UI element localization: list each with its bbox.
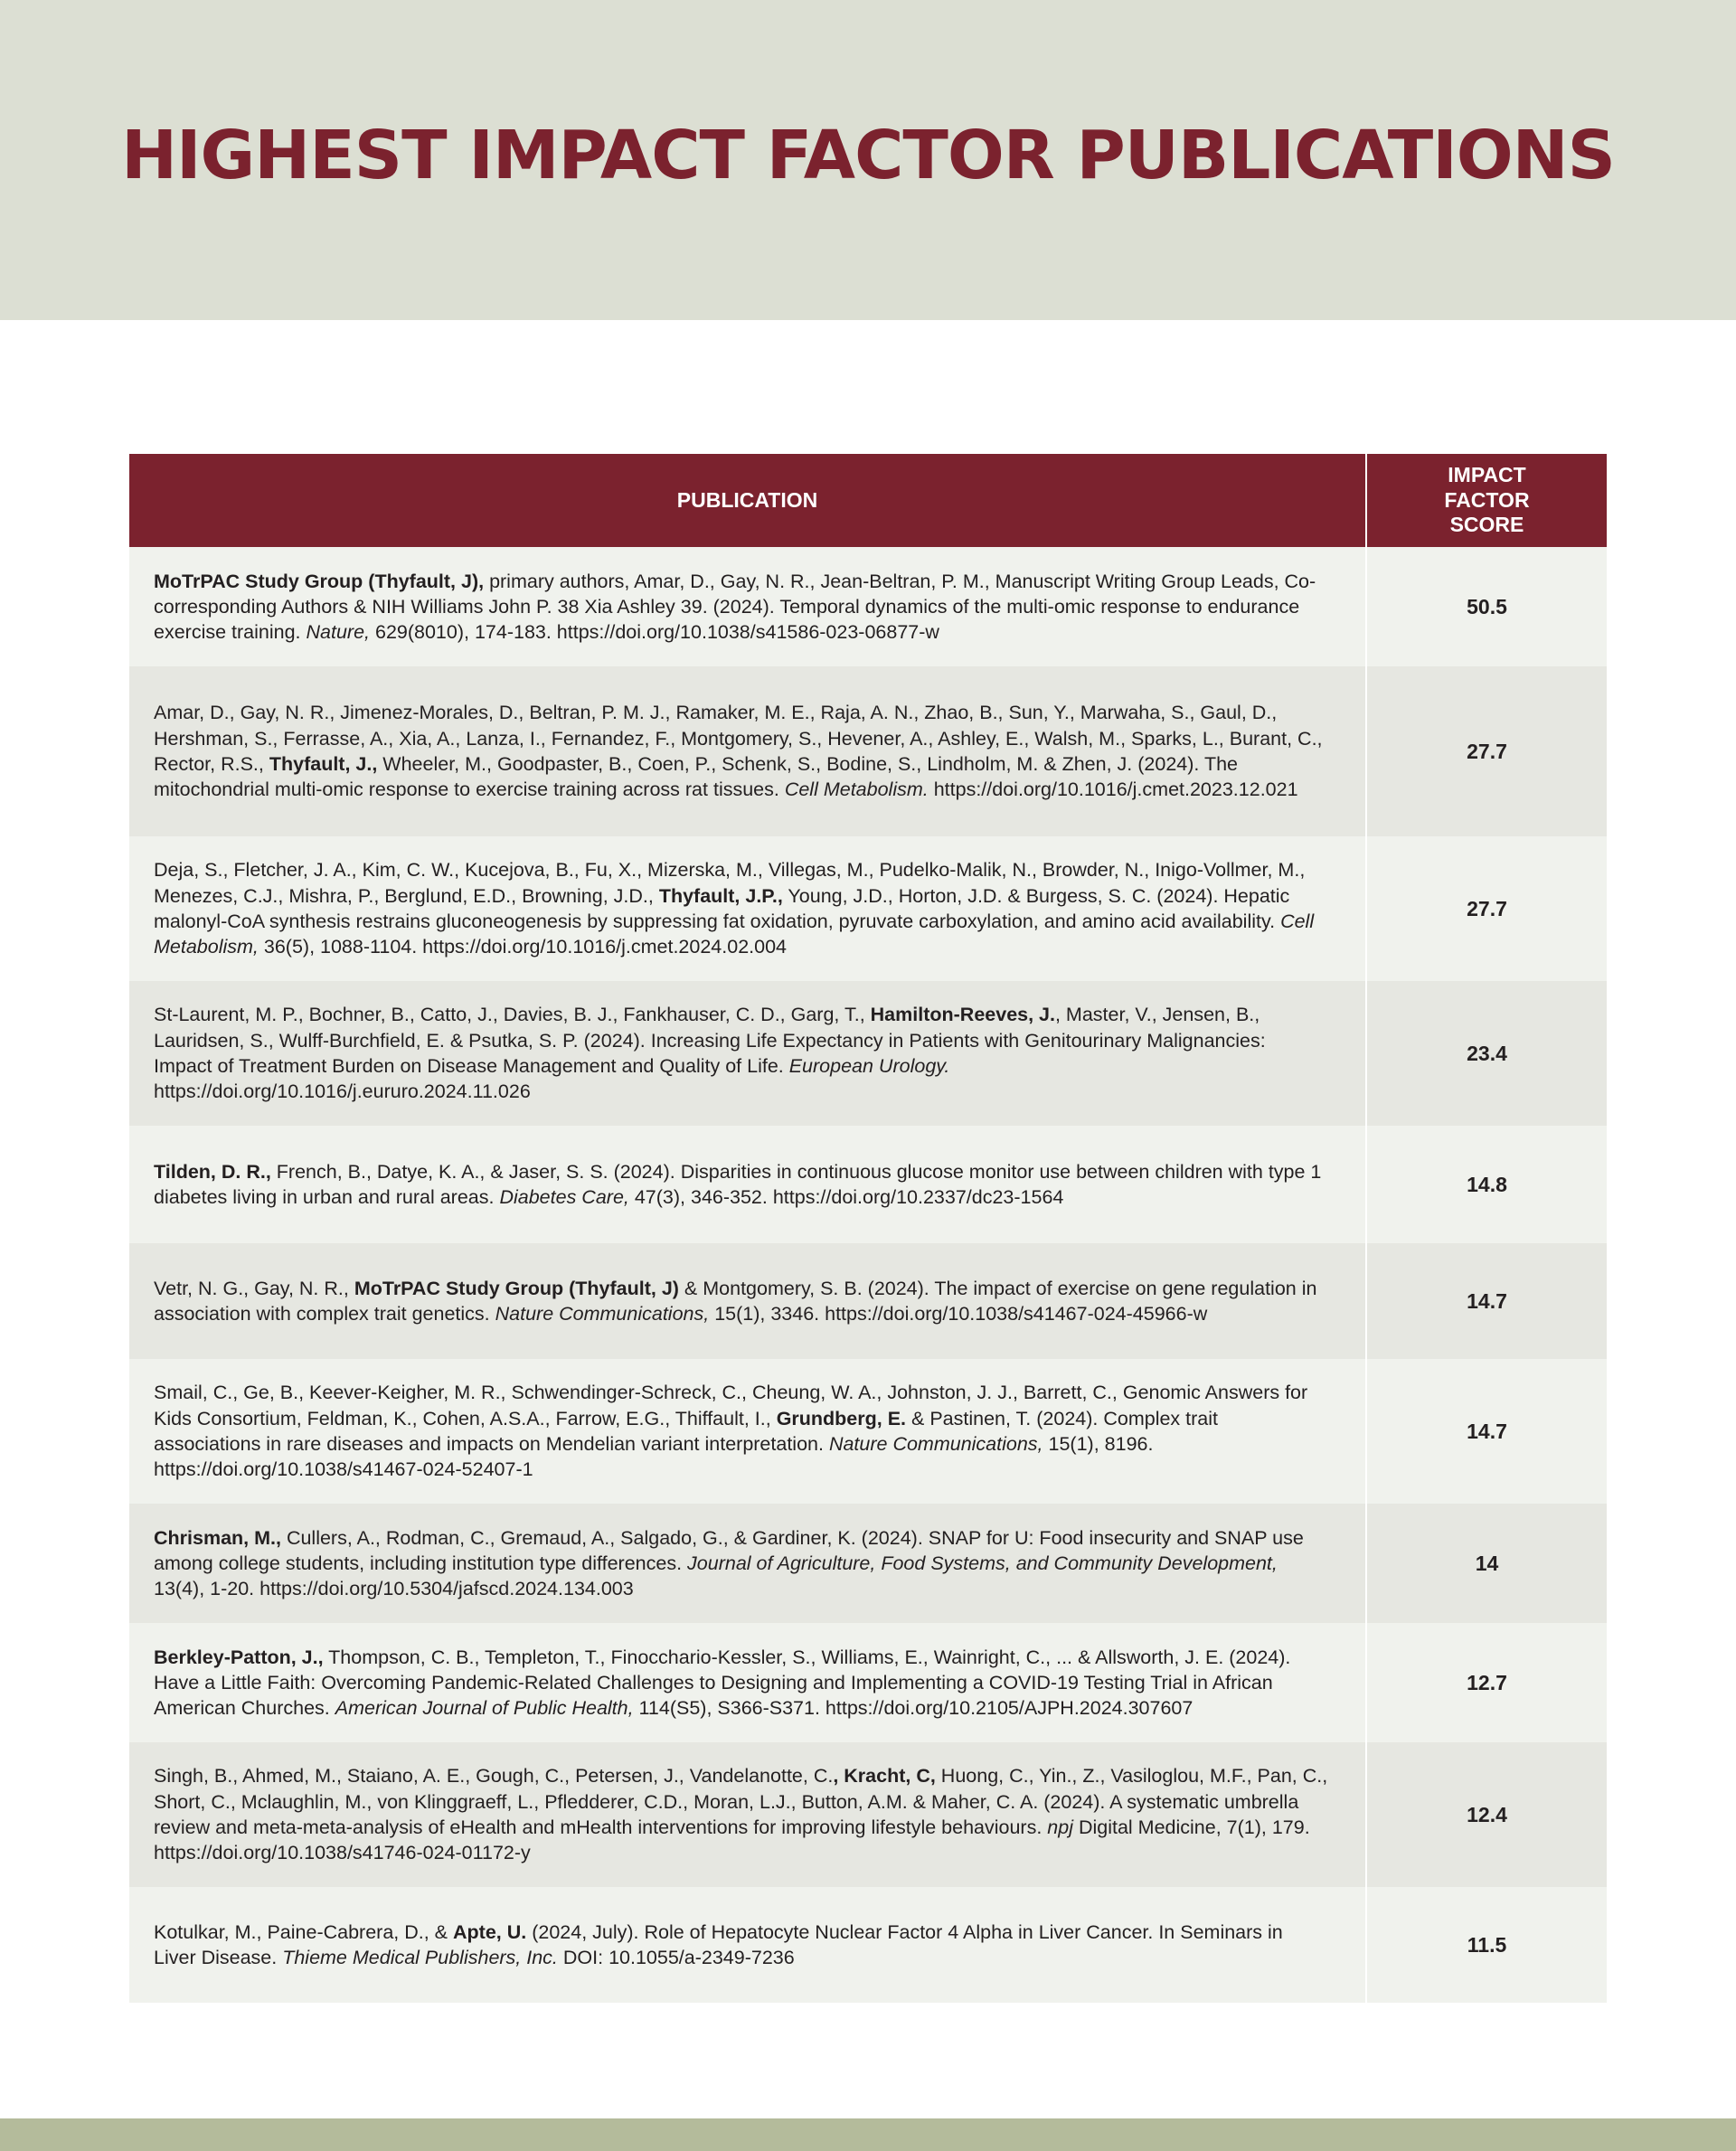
publication-citation [129,981,1366,1126]
impact-factor-score: 14 [1366,1504,1607,1623]
journal-name: Nature Communications, [495,1303,710,1325]
impact-factor-column-header [1366,454,1607,547]
publication-citation [129,547,1366,666]
citation-text: 15(1), 8196. https://doi.org/10.1038/s41467-024-52407-1 [154,1433,1154,1481]
impact-factor-score: 11.5 [1366,1887,1607,2003]
publication-citation [129,1504,1366,1623]
table-row [129,1887,1607,2003]
journal-name: Cell Metabolism, [154,910,1315,958]
citation-text: 629(8010), 174-183. https://doi.org/10.1038/s41586-023-06877-w [370,621,939,644]
publications-table [129,454,1607,2003]
journal-name: European Urology. [788,1055,950,1077]
citation-text: (2024, July). Role of Hepatocyte Nuclear Factor 4 Alpha in Liver Cancer. In Seminars in Liver Disease. [154,1920,1283,1968]
journal-name: Thieme Medical Publishers, Inc. [282,1947,558,1968]
publication-citation [129,1742,1366,1887]
citation-text: 36(5), 1088-1104. https://doi.org/10.1016/j.cmet.2024.02.004 [258,936,787,958]
citation-text: & Montgomery, S. B. (2024). The impact of exercise on gene regulation in association with complex trait genetics. [154,1277,1317,1325]
footer-band [0,2118,1736,2151]
table-row [129,1504,1607,1623]
highlighted-author: Tilden, D. R., [154,1160,271,1183]
citation-text: https://doi.org/10.1016/j.cmet.2023.12.021 [928,778,1298,801]
impact-factor-score: 14.7 [1366,1359,1607,1504]
highlighted-author: Thyfault, J., [269,753,378,775]
highlighted-author: Hamilton-Reeves, J. [870,1004,1055,1026]
citation-text: French, B., Datye, K. A., & Jaser, S. S. (2024). Disparities in continuous glucose monitor use between children with type 1 diabetes living in urban and rural areas. [154,1160,1322,1208]
table-row [129,1126,1607,1243]
journal-name: American Journal of Public Health, [335,1697,634,1720]
citation-text: Young, J.D., Horton, J.D. & Burgess, S. C. (2024). Hepatic malonyl-CoA synthesis restrains gluconeogenesis by suppressing fat oxidation, pyruvate carboxylation, and amino acid availability. [154,884,1290,932]
citation-text: Huong, C., Yin., Z., Vasiloglou, M.F., Pan, C., Short, C., Mclaughlin, M., von Klinggraeff, L., Pfledderer, C.D., Moran, L.J., Button, A.M. & Maher, C. A. (2024). A systematic umbrella review and meta-meta-analysis of eHealth and mHealth interventions for improving lifestyle behaviours. [154,1765,1328,1838]
impact-factor-header-line1: IMPACT FACTOR [1444,463,1530,512]
citation-text: Smail, C., Ge, B., Keever-Keigher, M. R., Schwendinger-Schreck, C., Cheung, W. A., Johnston, J. J., Barrett, C., Genomic Answers for Kids Consortium, Feldman, K., Cohen, A.S.A., Farrow, E.G., Thiffault, I., [154,1382,1308,1429]
journal-name: Nature, [306,621,371,644]
publication-citation [129,1359,1366,1504]
table-header-row [129,454,1607,547]
table-body [129,547,1607,2003]
publication-citation [129,836,1366,981]
impact-factor-score: 27.7 [1366,836,1607,981]
highlighted-author: Grundberg, E. [776,1407,907,1429]
journal-name: Nature Communications, [828,1433,1043,1455]
publication-column-header: PUBLICATION [129,454,1366,547]
impact-factor-score: 12.7 [1366,1623,1607,1742]
highlighted-author: MoTrPAC Study Group (Thyfault, J) [354,1277,679,1299]
highlighted-author: , Kracht, C, [833,1765,936,1788]
table-row [129,1742,1607,1887]
citation-text: primary authors, Amar, D., Gay, N. R., Jean-Beltran, P. M., Manuscript Writing Group Leads, Co-corresponding Authors & NIH Williams John P. 38 Xia Ashley 39. (2024). Temporal dynamics of the multi-omic response to endurance exercise training. [154,570,1316,644]
citation-text: & Pastinen, T. (2024). Complex trait associations in rare diseases and impacts on Mendelian variant interpretation. [154,1407,1218,1455]
table-row [129,547,1607,666]
journal-name: npj [1047,1816,1073,1838]
impact-factor-score: 14.8 [1366,1126,1607,1243]
impact-factor-score: 14.7 [1366,1243,1607,1359]
impact-factor-score: 12.4 [1366,1742,1607,1887]
citation-text: , Master, V., Jensen, B., Lauridsen, S., Wulff-Burchfield, E. & Psutka, S. P. (2024). Increasing Life Expectancy in Patients with Genitourinary Malignancies: Impact of Treatment Burden on Disease Management and Quality of Life. [154,1004,1266,1077]
citation-text: Singh, B., Ahmed, M., Staiano, A. E., Gough, C., Petersen, J., Vandelanotte, C. [154,1765,834,1788]
citation-text: DOI: 10.1055/a-2349-7236 [557,1947,795,1968]
table-row [129,1243,1607,1359]
table-row [129,1359,1607,1504]
citation-text: St-Laurent, M. P., Bochner, B., Catto, J., Davies, B. J., Fankhauser, C. D., Garg, T., [154,1004,871,1026]
citation-text: Deja, S., Fletcher, J. A., Kim, C. W., Kucejova, B., Fu, X., Mizerska, M., Villegas, M., Pudelko-Malik, N., Browder, N., Inigo-Vollmer, M., Menezes, C.J., Mishra, P., Berglund, E.D., Browning, J.D., [154,859,1306,907]
citation-text: Digital Medicine, 7(1), 179. https://doi.org/10.1038/s41746-024-01172-y [154,1816,1310,1864]
citation-text: 15(1), 3346. https://doi.org/10.1038/s41467-024-45966-w [709,1303,1208,1325]
citation-text: Thompson, C. B., Templeton, T., Finocchario-Kessler, S., Williams, E., Wainright, C., ... & Allsworth, J. E. (2024). Have a Little Faith: Overcoming Pandemic-Related Challenges to Designing and Implementing a COVID-19 Testing Trial in African American Churches. [154,1646,1291,1720]
citation-text: Vetr, N. G., Gay, N. R., [154,1277,354,1299]
publication-citation [129,1243,1366,1359]
citation-text: 13(4), 1-20. https://doi.org/10.5304/jafscd.2024.134.003 [154,1578,634,1600]
impact-factor-score: 23.4 [1366,981,1607,1126]
citation-text: Amar, D., Gay, N. R., Jimenez-Morales, D., Beltran, P. M. J., Ramaker, M. E., Raja, A. N., Zhao, B., Sun, Y., Marwaha, S., Gaul, D., Hershman, S., Ferrasse, A., Xia, A., Lanza, I., Fernandez, F., Montgomery, S., Hevener, A., Ashley, E., Walsh, M., Sparks, L., Burant, C., Rector, R.S., [154,702,1323,775]
citation-text: Wheeler, M., Goodpaster, B., Coen, P., Schenk, S., Bodine, S., Lindholm, M. & Zhen, J. (2024). The mitochondrial multi-omic response to exercise training across rat tissues. [154,753,1238,801]
publication-citation [129,1126,1366,1243]
citation-text: https://doi.org/10.1016/j.eururo.2024.11.026 [154,1080,531,1103]
citation-text: Kotulkar, M., Paine-Cabrera, D., & [154,1920,453,1943]
highlighted-author: Berkley-Patton, J., [154,1646,324,1668]
publication-citation [129,1623,1366,1742]
journal-name: Cell Metabolism. [784,778,929,801]
table-row [129,1623,1607,1742]
citation-text: 47(3), 346-352. https://doi.org/10.2337/dc23-1564 [628,1186,1064,1208]
citation-text: 114(S5), S366-S371. https://doi.org/10.2105/AJPH.2024.307607 [633,1697,1194,1720]
highlighted-author: Chrisman, M., [154,1526,281,1549]
table-row [129,981,1607,1126]
citation-text: Cullers, A., Rodman, C., Gremaud, A., Salgado, G., & Gardiner, K. (2024). SNAP for U: Food insecurity and SNAP use among college students, including institution type differences. [154,1526,1304,1574]
impact-factor-header-line2: SCORE [1449,513,1524,537]
impact-factor-score: 50.5 [1366,547,1607,666]
table-row [129,836,1607,981]
highlighted-author: Apte, U. [453,1920,527,1943]
journal-name: Journal of Agriculture, Food Systems, and Community Development, [687,1552,1278,1574]
page-title: HIGHEST IMPACT FACTOR PUBLICATIONS [121,117,1615,194]
table-row [129,666,1607,836]
highlighted-author: MoTrPAC Study Group (Thyfault, J), [154,570,485,592]
highlighted-author: Thyfault, J.P., [658,884,783,907]
publication-citation [129,1887,1366,2003]
journal-name: Diabetes Care, [499,1186,629,1208]
publication-citation [129,666,1366,836]
impact-factor-score: 27.7 [1366,666,1607,836]
